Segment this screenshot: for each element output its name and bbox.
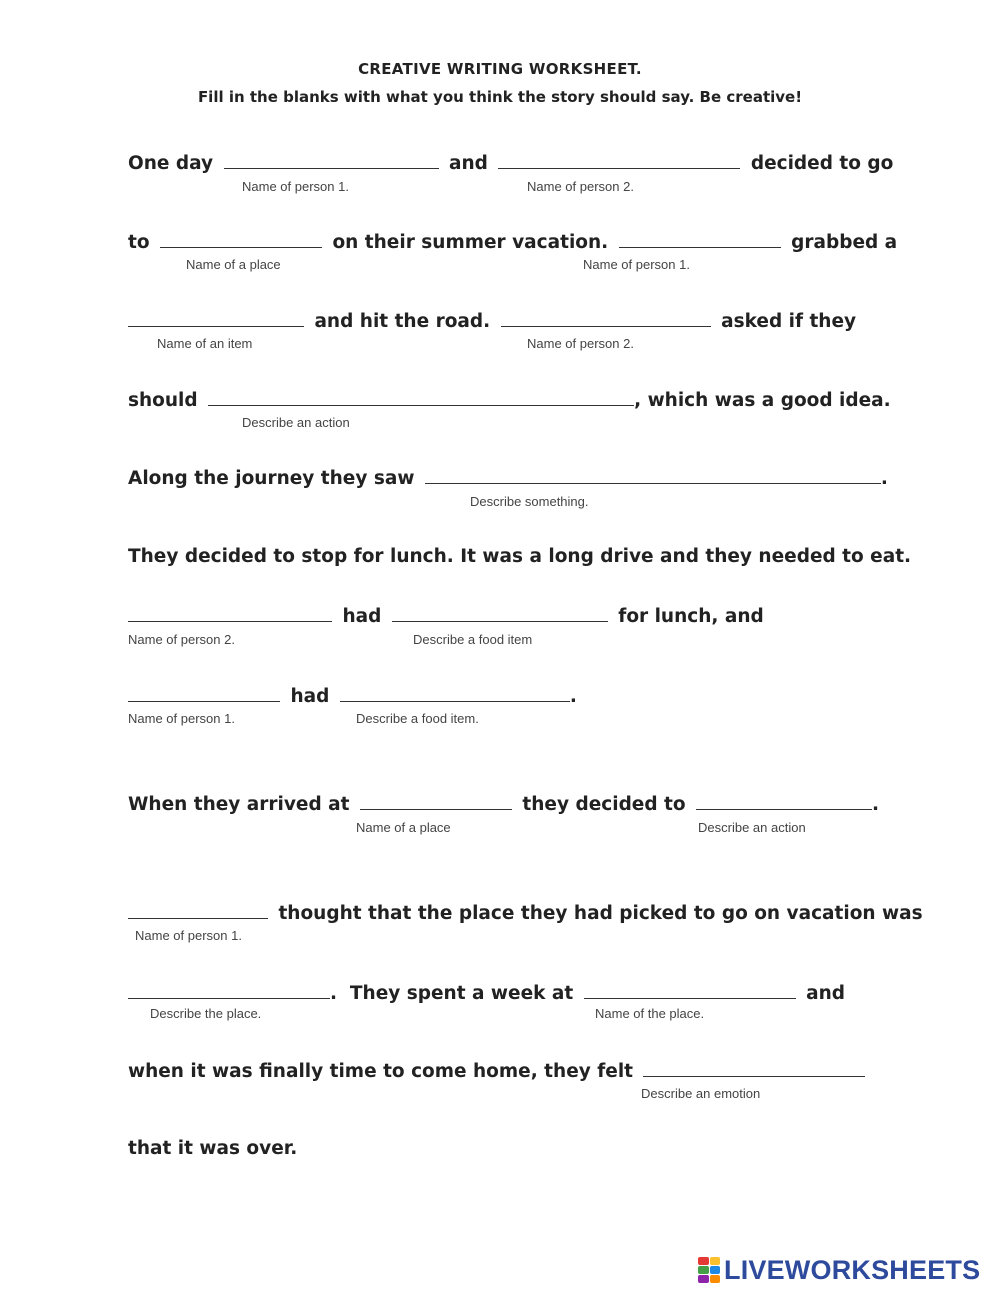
hint-label: Describe an action: [698, 820, 806, 835]
logo-tile: [698, 1275, 709, 1283]
brand-name: LIVEWORKSHEETS: [724, 1254, 981, 1285]
blank-item[interactable]: [128, 308, 304, 327]
hint-label: Name of person 1.: [135, 928, 242, 943]
blank-person-1[interactable]: [128, 683, 280, 702]
logo-tile: [710, 1266, 721, 1274]
text-fragment: They decided to stop for lunch. It was a long drive and they needed to eat.: [128, 546, 912, 567]
text-fragment: to: [128, 232, 150, 253]
story-line-3: [128, 308, 856, 334]
text-fragment: One day: [128, 153, 214, 174]
text-fragment: . They spent a week at: [330, 983, 574, 1004]
story-line-11: [128, 980, 845, 1006]
text-fragment: .: [569, 686, 577, 707]
blank-person-2[interactable]: [501, 308, 711, 327]
story-line-6: [128, 545, 911, 569]
hint-label: Name of the place.: [595, 1006, 705, 1021]
story-line-7: [128, 603, 764, 629]
logo-tile: [710, 1257, 721, 1265]
text-fragment: , which was a good idea.: [634, 390, 891, 411]
text-fragment: that it was over.: [128, 1138, 298, 1159]
blank-place-description[interactable]: [128, 980, 330, 999]
text-fragment: asked if they: [721, 311, 857, 332]
blank-action[interactable]: [208, 387, 634, 406]
hint-label: Name of an item: [157, 336, 253, 351]
blank-place[interactable]: [160, 229, 322, 248]
story-line-13: [128, 1137, 297, 1161]
text-fragment: had: [342, 606, 382, 627]
logo-tile: [698, 1266, 709, 1274]
hint-label: Describe an action: [242, 415, 350, 430]
story-line-12: [128, 1058, 869, 1084]
logo-tile: [698, 1257, 709, 1265]
hint-label: Describe an emotion: [641, 1086, 761, 1101]
liveworksheets-logo: [698, 1254, 980, 1286]
story-line-9: [128, 791, 879, 817]
text-fragment: and: [449, 153, 488, 174]
worksheet-instructions: Fill in the blanks with what you think the story should say. Be creative!: [197, 88, 803, 106]
hint-label: Describe a food item.: [356, 711, 479, 726]
hint-label: Name of person 2.: [527, 179, 634, 194]
text-fragment: thought that the place they had picked to go on vacation was: [278, 903, 923, 924]
text-fragment: when it was finally time to come home, they felt: [128, 1061, 634, 1082]
text-fragment: and hit the road.: [314, 311, 491, 332]
hint-label: Describe the place.: [150, 1006, 262, 1021]
blank-action[interactable]: [696, 791, 872, 810]
story-line-8: [128, 683, 577, 709]
hint-label: Name of a place: [356, 820, 451, 835]
text-fragment: decided to go: [750, 153, 894, 174]
hint-label: Name of person 1.: [242, 179, 349, 194]
text-fragment: When they arrived at: [128, 794, 350, 815]
hint-label: Name of person 1.: [583, 257, 690, 272]
story-line-2: [128, 229, 897, 255]
blank-something[interactable]: [425, 465, 881, 484]
hint-label: Describe something.: [470, 494, 589, 509]
text-fragment: on their summer vacation.: [332, 232, 609, 253]
text-fragment: grabbed a: [791, 232, 898, 253]
blank-food-item[interactable]: [340, 683, 570, 702]
hint-label: Describe a food item: [413, 632, 533, 647]
text-fragment: they decided to: [522, 794, 686, 815]
blank-place-name[interactable]: [584, 980, 796, 999]
hint-label: Name of person 2.: [128, 632, 235, 647]
logo-tile: [710, 1275, 721, 1283]
story-line-10: [128, 900, 923, 926]
blank-emotion[interactable]: [643, 1058, 865, 1077]
story-line-5: [128, 465, 888, 491]
blank-person-1[interactable]: [224, 150, 439, 169]
text-fragment: Along the journey they saw: [128, 468, 415, 489]
hint-label: Name of person 2.: [527, 336, 634, 351]
liveworksheets-logo-icon: [698, 1257, 720, 1283]
blank-person-1[interactable]: [128, 900, 268, 919]
hint-label: Name of person 1.: [128, 711, 235, 726]
blank-food-item[interactable]: [392, 603, 608, 622]
story-line-4: [128, 387, 891, 413]
text-fragment: .: [872, 794, 880, 815]
blank-person-2[interactable]: [128, 603, 332, 622]
worksheet-title: CREATIVE WRITING WORKSHEET.: [358, 60, 642, 78]
blank-place[interactable]: [360, 791, 512, 810]
text-fragment: had: [290, 686, 330, 707]
story-line-1: [128, 150, 893, 176]
blank-person-1[interactable]: [619, 229, 781, 248]
text-fragment: should: [128, 390, 198, 411]
text-fragment: for lunch, and: [618, 606, 764, 627]
text-fragment: .: [880, 468, 888, 489]
text-fragment: and: [806, 983, 845, 1004]
blank-person-2[interactable]: [498, 150, 740, 169]
hint-label: Name of a place: [186, 257, 281, 272]
